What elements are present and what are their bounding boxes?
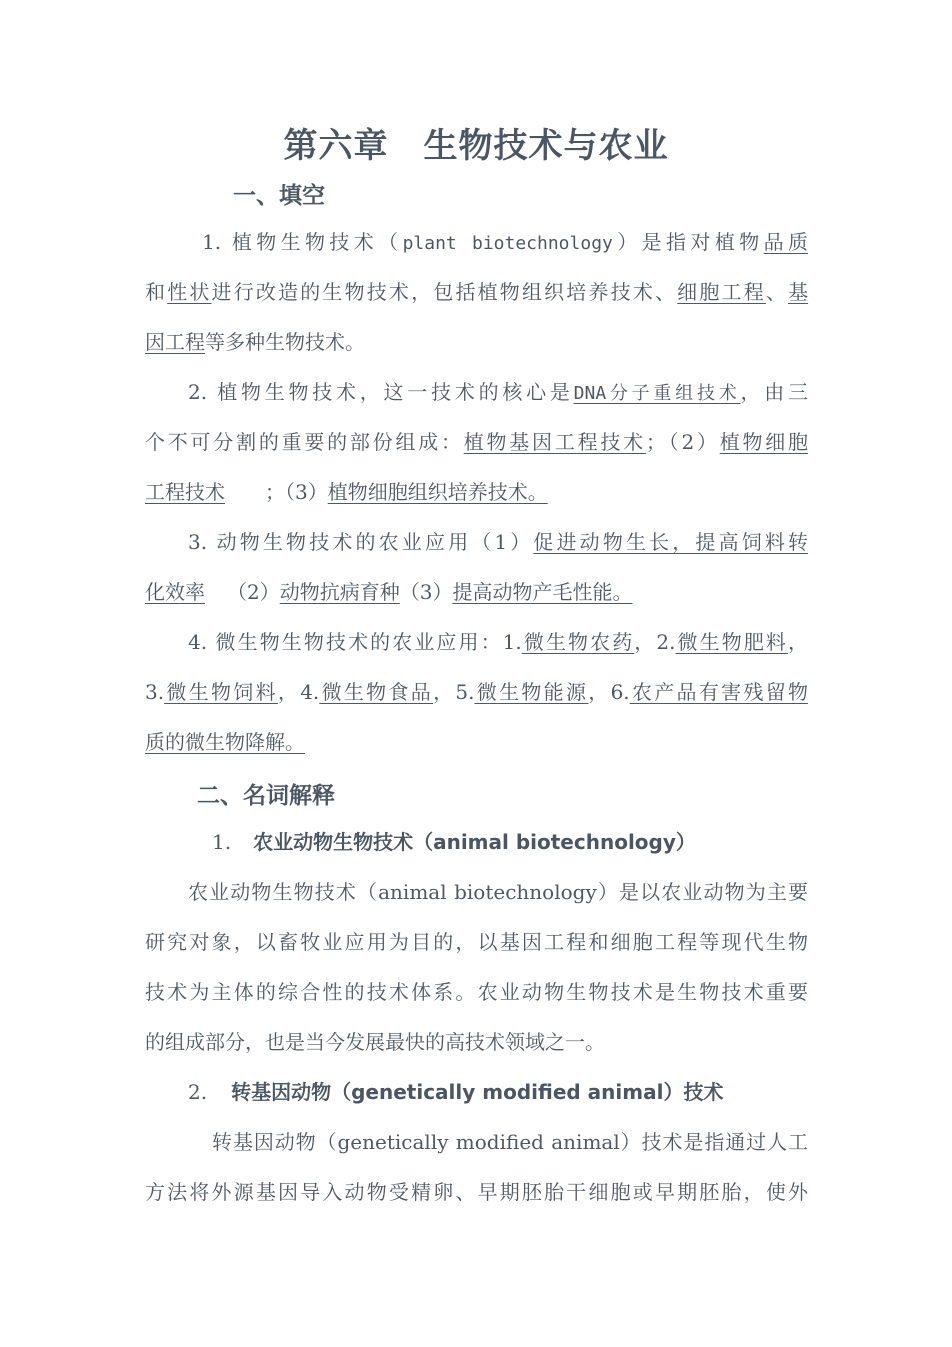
fill-item-3-line-2: 化效率 （2）动物抗病育种（3）提高动物产毛性能。 xyxy=(145,580,633,604)
fill-item-2-line-3: 工程技术 ；（3）植物细胞组织培养技术。 xyxy=(145,480,548,504)
blank-answer: 微生物饲料 xyxy=(164,680,278,704)
chapter-title: 第六章 生物技术与农业 xyxy=(283,126,669,166)
blank-answer: 微生物农药 xyxy=(521,630,635,654)
blank-answer: 动物抗病育种 xyxy=(279,580,400,604)
blank-answer: 植物细胞组织培养技术。 xyxy=(327,480,548,504)
blank-answer: 品质 xyxy=(763,230,808,254)
term-2-def-line-1: 转基因动物（genetically modified animal）技术是指通过人工 xyxy=(212,1130,808,1154)
blank-answer: 植物基因工程技术 xyxy=(463,430,646,454)
fill-item-3-line-1: 3. 动物生物技术的农业应用（1）促进动物生长，提高饲料转 xyxy=(188,530,809,554)
blank-answer: DNA分子重组技术 xyxy=(573,383,741,404)
term-2-heading: 2. 转基因动物（genetically modified animal）技术 xyxy=(188,1080,724,1104)
fill-item-1-line-1: 1. 植物生物技术（plant biotechnology）是指对植物品质 xyxy=(202,230,808,254)
term-1-def-line-3: 技术为主体的综合性的技术体系。农业动物生物技术是生物技术重要 xyxy=(145,980,808,1004)
blank-answer: 质的微生物降解。 xyxy=(145,730,305,754)
blank-answer: 性状 xyxy=(167,280,212,304)
fill-item-4-line-3 xyxy=(145,729,305,755)
term-1-def-line-1: 农业动物生物技术（animal biotechnology）是以农业动物为主要 xyxy=(188,880,808,904)
section-heading-fill-blank: 一、填空 xyxy=(233,183,325,209)
term-1-def-line-2: 研究对象，以畜牧业应用为目的，以基因工程和细胞工程等现代生物 xyxy=(145,930,808,954)
blank-answer: 因工程 xyxy=(145,330,205,354)
blank-answer: 微生物肥料 xyxy=(675,630,788,654)
fill-item-1-line-3: 因工程等多种生物技术。 xyxy=(145,330,365,354)
term-2-def-line-2: 方法将外源基因导入动物受精卵、早期胚胎干细胞或早期胚胎，使外 xyxy=(145,1180,808,1204)
fill-item-2-line-2: 个不可分割的重要的部份组成：植物基因工程技术；（2）植物细胞 xyxy=(145,430,809,454)
term-1-heading: 1. 农业动物生物技术（animal biotechnology） xyxy=(212,830,696,854)
blank-answer: 基 xyxy=(788,280,809,304)
blank-answer: 促进动物生长，提高饲料转 xyxy=(533,530,809,554)
blank-answer: 提高动物产毛性能。 xyxy=(452,580,633,604)
blank-answer: 植物细胞 xyxy=(719,430,809,454)
blank-answer: 微生物食品 xyxy=(319,680,434,704)
fill-item-1-line-2: 和性状进行改造的生物技术，包括植物组织培养技术、细胞工程、基 xyxy=(145,280,809,304)
blank-answer: 化效率 xyxy=(145,580,205,604)
blank-answer: 工程技术 xyxy=(145,480,225,504)
fill-item-2-line-1: 2. 植物生物技术，这一技术的核心是DNA分子重组技术，由三 xyxy=(188,380,809,404)
blank-answer: 微生物能源 xyxy=(474,680,589,704)
fill-item-4-line-1: 4. 微生物生物技术的农业应用：1.微生物农药，2.微生物肥料， xyxy=(188,630,808,654)
section-heading-terms: 二、名词解释 xyxy=(197,783,335,809)
fill-item-4-line-2: 3.微生物饲料，4.微生物食品，5.微生物能源，6.农产品有害残留物 xyxy=(145,680,809,704)
blank-answer: 细胞工程 xyxy=(677,280,766,304)
blank-answer: 农产品有害残留物 xyxy=(629,680,809,704)
term-1-def-line-4: 的组成部分，也是当今发展最快的高技术领域之一。 xyxy=(145,1030,605,1054)
